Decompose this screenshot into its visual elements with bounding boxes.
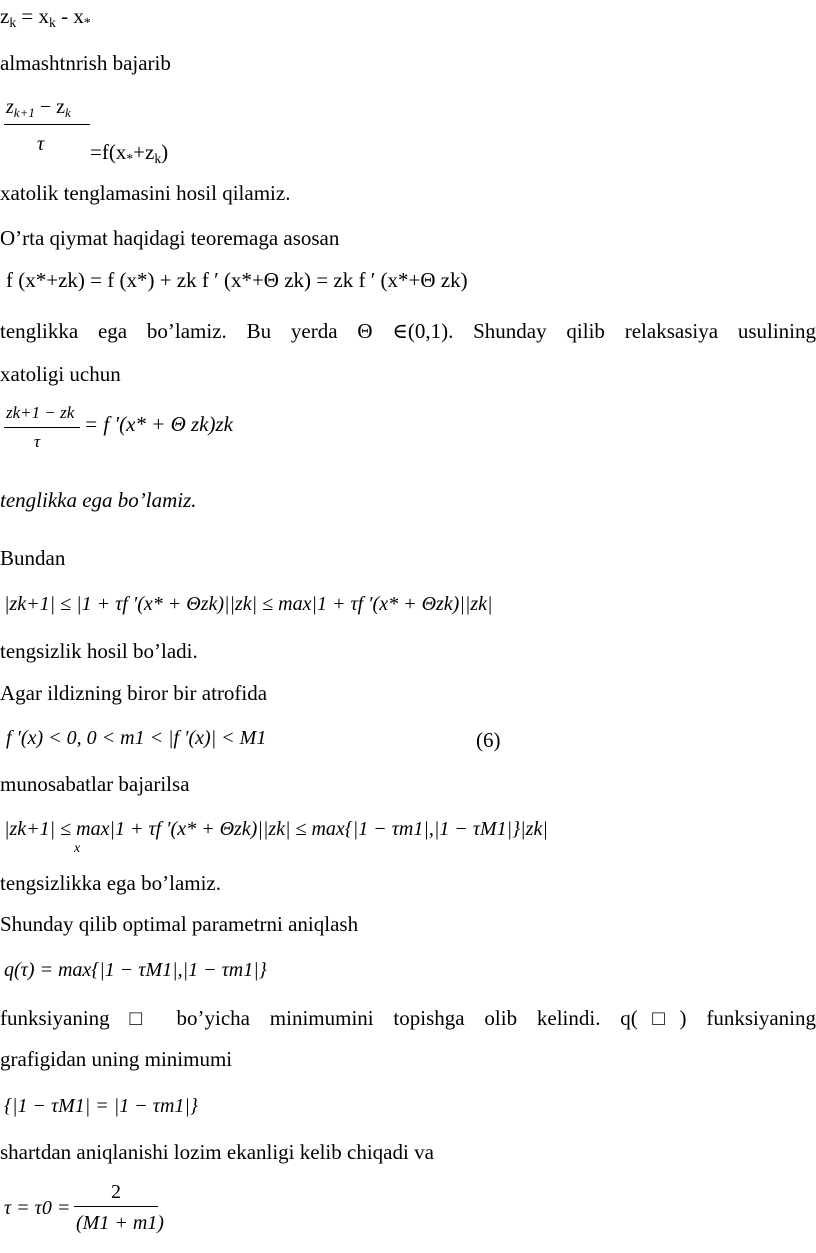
inequality-max: |zk+1| ≤ max|1 + τf ′(x* + Θzk)||zk| ≤ max{|1 − τm1|,|1 − τM1|}|zk| [4, 818, 548, 840]
text-xatoligi-uchun: xatoligi uchun [0, 362, 121, 386]
text-tenglikka-italic: tenglikka ega bo’lamiz. [0, 488, 197, 512]
f1-rhs-a: =f(x [90, 140, 127, 164]
f1-minus-z: − z [34, 96, 65, 118]
text-bundan: Bundan [0, 546, 66, 570]
tau-optimal-fraction-bar [74, 1206, 158, 1207]
text-grafigidan: grafigidan uning minimumi [0, 1047, 233, 1071]
formula3-fraction-bar [4, 427, 80, 428]
definition-line [0, 4, 91, 31]
equals-x: = x [16, 4, 49, 28]
text-tengsizlik-hosil: tengsizlik hosil bo’ladi. [0, 639, 198, 663]
f1-rhs-sub2: k [154, 151, 162, 167]
tau-optimal-lhs: τ = τ0 = [4, 1197, 71, 1219]
f1-rhs-b: +z [133, 140, 155, 164]
sub-star: * [83, 15, 91, 31]
sub-k: k [9, 15, 17, 31]
text-shartdan: shartdan aniqlanishi lozim ekanligi kelib chiqadi va [0, 1140, 434, 1164]
text-funksiyaning: funksiyaning □ bo’yicha minimumini topishga olib kelindi. q(□) funksiyaning [0, 1006, 816, 1030]
text-xatolik: xatolik tenglamasini hosil qilamiz. [0, 181, 291, 205]
equation-number: (6) [476, 728, 501, 752]
f1-z: z [6, 96, 14, 118]
formula1-fraction-bar [4, 124, 90, 125]
equation-mean-value: f (x*+zk) = f (x*) + zk f ′ (x*+Θ zk) = zk f ′ (x*+Θ zk) [6, 268, 468, 292]
formula3-rhs: = f ′(x* + Θ zk)zk [84, 412, 233, 436]
formula3-denominator: τ [34, 432, 41, 451]
formula1-denominator: τ [37, 133, 45, 155]
condition-equation: f ′(x) < 0, 0 < m1 < |f ′(x)| < M1 [6, 727, 267, 749]
f1-rhs-sub1: * [126, 151, 134, 167]
minus-x: - x [55, 4, 84, 28]
text-munosabatlar: munosabatlar bajarilsa [0, 772, 190, 796]
z-symbol: z [0, 4, 10, 28]
f1-sub-k: k [65, 104, 71, 120]
function-q-tau: q(τ) = max{|1 − τM1|,|1 − τm1|} [4, 959, 267, 981]
f1-rhs-c: ) [161, 140, 169, 164]
tau-optimal-numerator: 2 [111, 1181, 121, 1203]
formula1-numerator [6, 96, 71, 120]
equality-condition: {|1 − τM1| = |1 − τm1|} [4, 1095, 198, 1117]
inequality-bundan: |zk+1| ≤ |1 + τf ′(x* + Θzk)||zk| ≤ max|1 + τf ′(x* + Θzk)||zk| [4, 593, 493, 615]
formula1-rhs [90, 140, 169, 167]
sub-k-2: k [49, 15, 56, 31]
tau-optimal-denominator: (M1 + m1) [76, 1212, 164, 1234]
text-optimal-parametr: Shunday qilib optimal parametrni aniqlash [0, 912, 359, 936]
text-agar-ildizning: Agar ildizning biror bir atrofida [0, 681, 268, 705]
text-tengsizlikka: tengsizlikka ega bo’lamiz. [0, 871, 222, 895]
text-orta-qiymat: O’rta qiymat haqidagi teoremaga asosan [0, 226, 340, 250]
f1-sub-k1: k+1 [13, 104, 35, 120]
formula3-numerator: zk+1 − zk [6, 403, 75, 422]
max-subscript-x: x [74, 841, 81, 856]
text-almashtirish: almashtnrish bajarib [0, 51, 171, 75]
text-paragraph-relaksasiya: tenglikka ega bo’lamiz. Bu yerda Θ ∈(0,1). Shunday qilib relaksasiya usulining [0, 319, 816, 343]
